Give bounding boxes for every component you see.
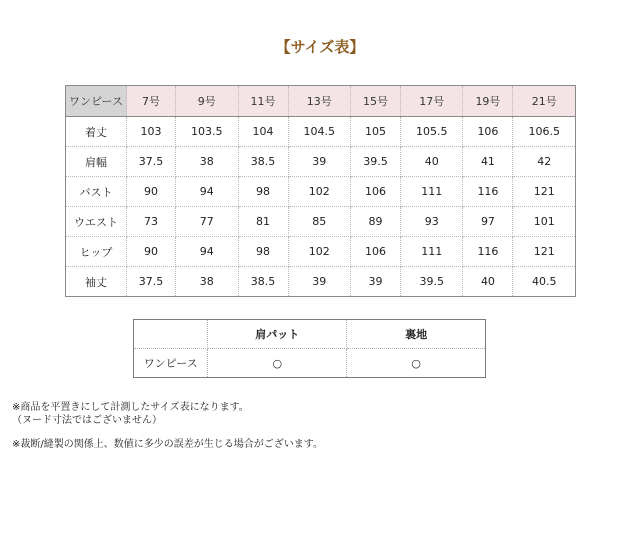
- parts-table-corner: [134, 320, 208, 349]
- table-cell: 121: [513, 177, 576, 207]
- table-cell: 37.5: [127, 147, 176, 177]
- table-cell: 39.5: [400, 267, 462, 297]
- table-cell: 41: [463, 147, 513, 177]
- table-cell: 40: [463, 267, 513, 297]
- table-cell: 103: [127, 117, 176, 147]
- parts-table: [133, 319, 486, 378]
- table-cell: ○: [411, 356, 421, 370]
- table-cell: 89: [350, 207, 400, 237]
- size-table-header-row: [66, 86, 576, 117]
- size-column-header: 15号: [350, 86, 400, 117]
- table-cell: 98: [238, 177, 288, 207]
- table-cell: 105.5: [400, 117, 462, 147]
- table-row: [66, 237, 576, 267]
- size-column-header: 19号: [463, 86, 513, 117]
- table-cell: 106.5: [513, 117, 576, 147]
- table-cell: 38.5: [238, 147, 288, 177]
- size-table-corner: ワンピース: [66, 86, 127, 117]
- size-column-header: 17号: [400, 86, 462, 117]
- table-cell: 94: [176, 177, 238, 207]
- size-column-header: 11号: [238, 86, 288, 117]
- parts-column-header: 裏地: [347, 320, 486, 349]
- size-column-header: 7号: [127, 86, 176, 117]
- row-label: ウエスト: [66, 207, 127, 237]
- table-cell: 106: [463, 117, 513, 147]
- table-cell: 116: [463, 237, 513, 267]
- row-label: バスト: [66, 177, 127, 207]
- parts-column-header: 肩パット: [208, 320, 347, 349]
- table-cell: 40.5: [531, 275, 557, 288]
- table-row: [66, 177, 576, 207]
- table-cell: 39: [350, 267, 400, 297]
- size-table: [65, 85, 576, 297]
- table-row: [66, 267, 576, 297]
- table-cell: 102: [288, 237, 350, 267]
- table-cell: 106: [350, 177, 400, 207]
- table-cell: 106: [350, 237, 400, 267]
- table-cell: 38: [176, 267, 238, 297]
- table-row: [66, 147, 576, 177]
- size-column-header: 13号: [288, 86, 350, 117]
- row-label: 肩幅: [66, 147, 127, 177]
- table-cell: 42: [513, 147, 576, 177]
- table-cell: 39: [288, 267, 350, 297]
- row-label: 着丈: [66, 117, 127, 147]
- table-row: [66, 207, 576, 237]
- table-cell: 77: [176, 207, 238, 237]
- table-cell: 81: [238, 207, 288, 237]
- table-cell: 39.5: [350, 147, 400, 177]
- note-text: ※裁断/縫製の関係上、数値に多少の誤差が生じる場合がございます。: [12, 439, 323, 450]
- table-cell: 116: [463, 177, 513, 207]
- row-label: ヒップ: [66, 237, 127, 267]
- note-text: ※商品を平置きにして計測したサイズ表になります。: [12, 402, 249, 413]
- table-cell: 104.5: [288, 117, 350, 147]
- table-cell: 98: [238, 237, 288, 267]
- table-cell: 40: [400, 147, 462, 177]
- size-column-header: 21号: [513, 86, 576, 117]
- table-cell: 85: [288, 207, 350, 237]
- table-cell: 38: [176, 147, 238, 177]
- parts-table-header-row: [134, 320, 486, 349]
- table-cell: 104: [238, 117, 288, 147]
- table-cell: 39: [288, 147, 350, 177]
- page-title: 【サイズ表】: [275, 38, 365, 56]
- row-label: ワンピース: [134, 349, 208, 378]
- table-cell: 121: [513, 237, 576, 267]
- table-row: [66, 117, 576, 147]
- table-cell: 101: [513, 207, 576, 237]
- table-cell: 37.5: [127, 267, 176, 297]
- table-cell: 111: [400, 237, 462, 267]
- table-cell: 103.5: [176, 117, 238, 147]
- table-cell: 105: [350, 117, 400, 147]
- table-cell: 102: [288, 177, 350, 207]
- table-cell: ○: [208, 349, 347, 378]
- table-row: [134, 349, 486, 378]
- table-cell: 94: [176, 237, 238, 267]
- table-cell: 97: [463, 207, 513, 237]
- table-cell: 90: [127, 237, 176, 267]
- size-column-header: 9号: [176, 86, 238, 117]
- table-cell: 90: [127, 177, 176, 207]
- table-cell: 111: [400, 177, 462, 207]
- table-cell: 38.5: [238, 267, 288, 297]
- row-label: 袖丈: [66, 267, 127, 297]
- note-text: （ヌード寸法ではございません）: [12, 415, 162, 426]
- table-cell: 73: [127, 207, 176, 237]
- table-cell: 93: [400, 207, 462, 237]
